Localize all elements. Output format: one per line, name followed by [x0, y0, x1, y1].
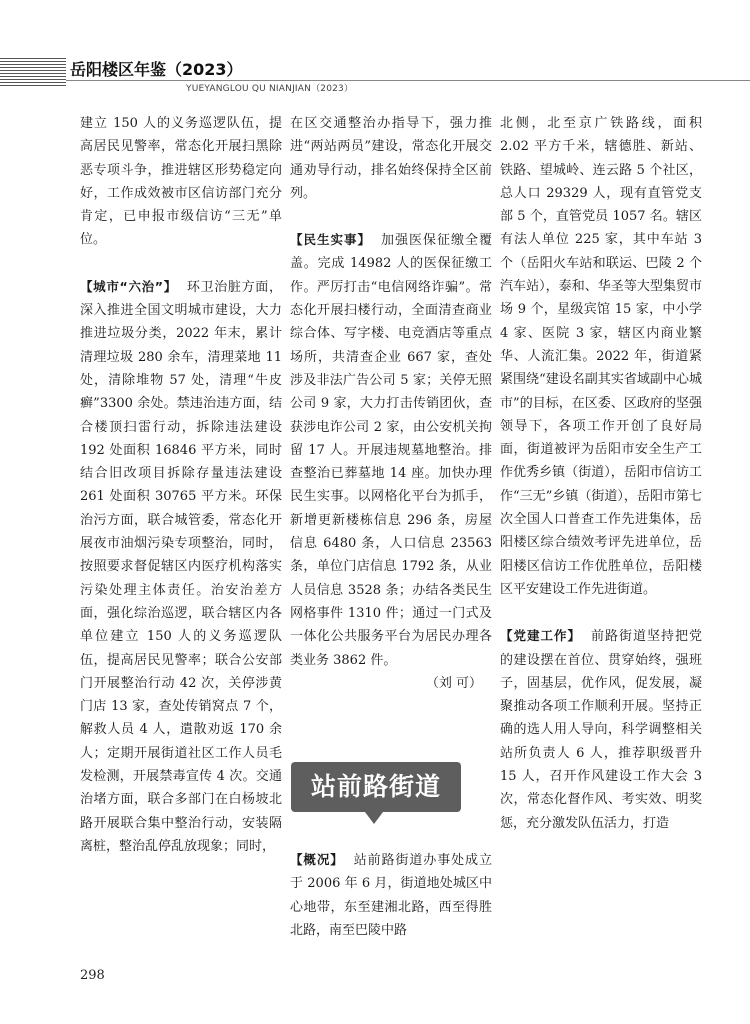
paragraph: 在区交通整治办指导下，强力推进“两站两员”建设，常态化开展交通劝导行动，排名始终保持全区前列。: [290, 116, 492, 201]
paragraph-body: 前路街道坚持把党的建设摆在首位、贯穿始终，强班子，固基层，优作风，促发展，凝聚推动各项工作顺利开展。坚持正确的选人用人导向，科学调整相关站所负责人 6 人，推荐职级晋升 15 人，召开作风建设工作大会 3 次，常态化督作风、考实效、明奖惩，充分激发队伍活力，打造: [500, 629, 702, 831]
text-column-2-lower: [290, 848, 492, 942]
text-column-3: [500, 112, 702, 835]
paragraph: 北侧，北至京广铁路线，面积 2.02 平方千米，辖德胜、新站、铁路、望城岭、连云路 5 个社区，总人口 29329 人，现有直管党支部 5 个，直管党员 1057 名。辖区有法人单位 225 家，其中车站 3 个（岳阳火车站和联运、巴陵 2 个汽车站），泰和、华圣等大型集贸市场 9 个，星级宾馆 15 家，中小学 4 家、医院 3 家，辖区内商业繁华、人流汇集。2022 年，街道紧紧围绕“建设名副其实省域副中心城市”的目标，在区委、区政府的坚强领导下，各项工作开创了良好局面，街道被评为岳阳市安全生产工作优秀乡镇（街道），岳阳市信访工作“三无”乡镇（街道），岳阳市第七次全国人口普查工作先进集体，岳阳楼区综合绩效考评先进单位，岳阳楼区信访工作优胜单位，岳阳楼区平安建设工作先进街道。: [500, 116, 702, 597]
banner-pointer: [365, 812, 383, 824]
header-rule: [66, 80, 750, 81]
paragraph-body: 站前路街道办事处成立于 2006 年 6 月，街道地处城区中心地带，东至建湘北路，西至得胜北路，南至巴陵中路: [290, 853, 492, 938]
section-heading: 【民生实事】: [290, 232, 371, 248]
running-header-subtitle: YUEYANGLOU QU NIANJIAN（2023）: [186, 84, 354, 94]
header-decoration-stripes: [0, 58, 66, 88]
section-title-banner: 站前路街道: [291, 762, 461, 812]
author-credit: （刘 可）: [425, 675, 482, 691]
paragraph: [290, 848, 492, 942]
section-heading: 【党建工作】: [500, 628, 581, 644]
paragraph: [500, 624, 702, 835]
paragraph: [290, 228, 492, 672]
paragraph: 建立 150 人的义务巡逻队伍，提高居民见警率，常态化开展扫黑除恶专项斗争，推进辖区形势稳定向好，工作成效被市区信访部门充分肯定，已申报市级信访“三无”单位。: [80, 116, 282, 248]
page-number: 298: [80, 968, 105, 983]
paragraph-body: 环卫治脏方面，深入推进全国文明城市建设，大力推进垃圾分类，2022 年末，累计清理垃圾 280 余车，清理菜地 11 处，清除堆物 57 处，清理“牛皮癣”3300 余处。禁违治违方面，结合楼顶扫雷行动，拆除违法建设 192 处面积 16846 平方米，同时结合旧改项目拆除存量违法建设 261 处面积 30765 平方米。环保治污方面，联合城管委，常态化开展夜市油烟污染专项整治，同时，按照要求督促辖区内医疗机构落实污染处理主体责任。治安治差方面，强化综治巡逻，联合辖区内各单位建立 150 人的义务巡逻队伍，提高居民见警率；联合公安部门开展整治行动 42 次，关停涉黄门店 13 家，查处传销窝点 7 个，解救人员 4 人，遣散劝返 170 余人；定期开展街道社区工作人员毛发检测，开展禁毒宣传 4 次。交通治堵方面，联合多部门在白杨坡北路开展联合集中整治行动，安装隔离桩，整治乱停乱放现象；同时，: [80, 279, 282, 854]
paragraph-body: 加强医保征缴全覆盖。完成 14982 人的医保征缴工作。严厉打击“电信网络诈骗”。常态化开展扫楼行动，全面清查商业综合体、写字楼、电竞酒店等重点场所，共清查企业 667 家，查处涉及非法广告公司 5 家；关停无照公司 9 家，大力打击传销团伙，查获涉电诈公司 2 家，由公安机关拘留 17 人。开展违规墓地整治。排查整治已葬墓地 14 座。加快办理民生实事。以网格化平台为抓手，新增更新楼栋信息 296 条，房屋信息 6480 条，人口信息 23563 条，单位门店信息 1792 条，从业人员信息 3528 条；办结各类民生网格事件 1310 件；通过一门式及一体化公共服务平台为居民办理各类业务 3862 件。: [290, 233, 492, 668]
paragraph: [80, 275, 282, 858]
text-column-1: [80, 112, 282, 858]
section-heading: 【概况】: [290, 852, 344, 867]
section-heading: 【城市“六治”】: [80, 278, 177, 294]
running-header-title: 岳阳楼区年鉴（2023）: [70, 60, 243, 79]
text-column-2: [290, 112, 492, 695]
